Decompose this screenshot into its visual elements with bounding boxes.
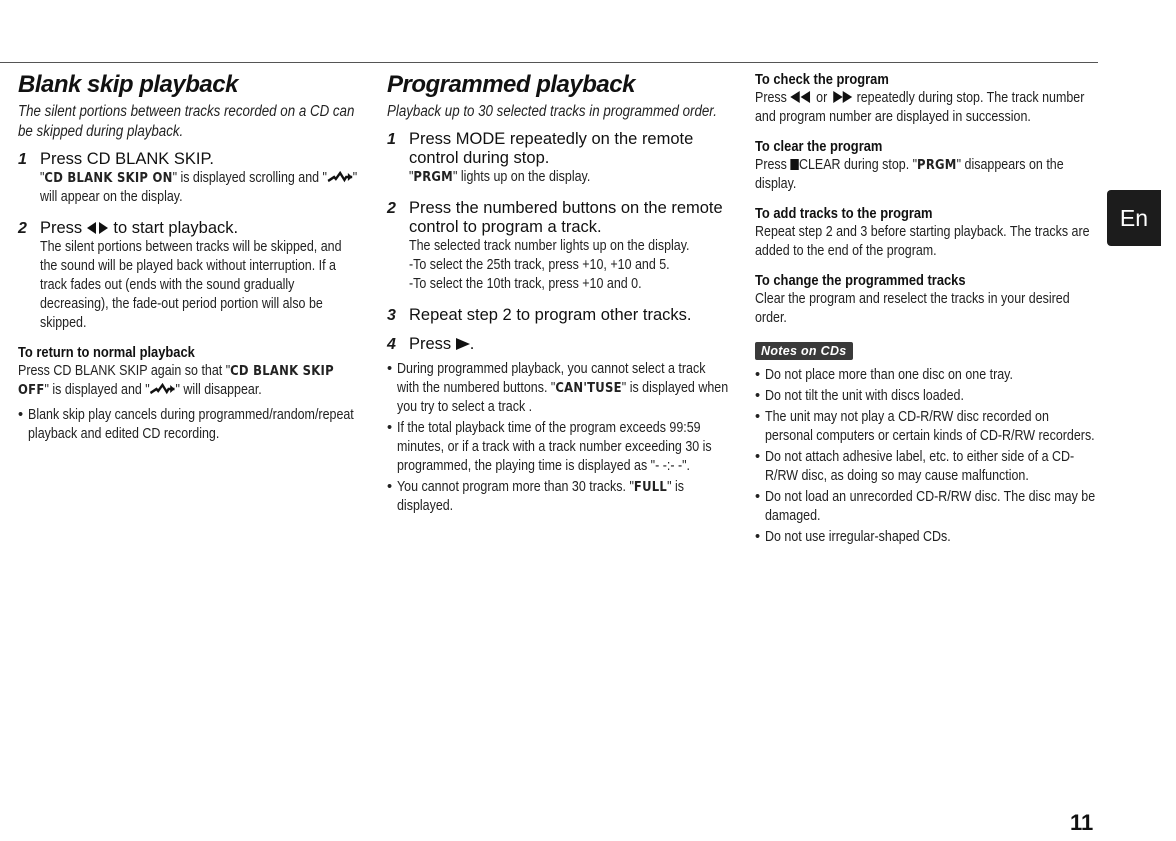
step-body-2: -To select the 25th track, press +10, +10 and 5. <box>409 257 670 273</box>
cd-note-1: • Do not place more than one disc on one tray. <box>755 366 1100 385</box>
cd-note-4: • Do not attach adhesive label, etc. to either side of a CD-R/RW disc, as doing so may cause malfunction. <box>755 448 1100 486</box>
programmed-title: Programmed playback <box>387 71 635 98</box>
programmed-step-3 <box>387 306 729 325</box>
step-heading: Press . <box>409 335 475 353</box>
step-heading: Press CD BLANK SKIP. <box>40 150 214 168</box>
step-number: 2 <box>387 200 396 217</box>
programmed-step-4 <box>387 335 729 354</box>
check-heading: To check the program <box>755 71 889 88</box>
step-body-3: -To select the 10th track, press +10 and 0. <box>409 276 642 292</box>
play-pause-icon <box>87 222 109 234</box>
blank-skip-step-1 <box>18 150 360 207</box>
step-heading: Press to start playback. <box>40 219 239 237</box>
cd-note-5: • Do not load an unrecorded CD-R/RW disc. The disc may be damaged. <box>755 488 1100 526</box>
step-body: "CD BLANK SKIP ON" is displayed scrolling and " " will appear on the display. <box>40 170 358 205</box>
step-body: The silent portions between tracks will be skipped, and the sound will be played back without interruption. If a track fades out (ends with the sound gradually decreasing), the fade-out period portion will also be skipped. <box>40 239 342 331</box>
step-number: 1 <box>387 131 396 148</box>
blank-skip-section <box>18 70 360 444</box>
programmed-section <box>387 70 729 516</box>
lcd-text: CD BLANK SKIP ON <box>44 170 173 186</box>
step-heading: Press the numbered buttons on the remote control to program a track. <box>409 199 723 236</box>
programmed-step-2 <box>387 199 729 294</box>
page-number: 11 <box>1070 810 1094 835</box>
step-body-1: The selected track number lights up on the display. <box>409 238 690 254</box>
top-rule <box>0 62 1098 63</box>
change-heading: To change the programmed tracks <box>755 272 966 289</box>
step-number: 4 <box>387 336 396 353</box>
programmed-subtitle: Playback up to 30 selected tracks in programmed order. <box>387 103 717 120</box>
stop-icon <box>790 159 799 170</box>
rewind-icon <box>790 91 812 103</box>
blank-skip-subtitle: The silent portions between tracks recorded on a CD can be skipped during playback. <box>18 103 355 140</box>
cd-note-2: • Do not tilt the unit with discs loaded. <box>755 387 1100 406</box>
step-number: 3 <box>387 307 396 324</box>
programmed-step-1 <box>387 130 729 187</box>
step-body: "PRGM" lights up on the display. <box>409 169 591 185</box>
check-body: Press or repeatedly during stop. The track number and program number are displayed in succession. <box>755 90 1085 125</box>
return-body: Press CD BLANK SKIP again so that "CD BLANK SKIP OFF" is displayed and " " will disappear. <box>18 363 334 398</box>
step-number: 1 <box>18 151 27 168</box>
cd-note-6: • Do not use irregular-shaped CDs. <box>755 528 1100 547</box>
blank-skip-step-2 <box>18 219 360 333</box>
play-icon <box>456 338 470 350</box>
step-number: 2 <box>18 220 27 237</box>
step-heading: Press MODE repeatedly on the remote control during stop. <box>409 130 694 167</box>
change-body: Clear the program and reselect the tracks in your desired order. <box>755 291 1070 326</box>
blank-skip-icon <box>150 383 176 395</box>
clear-body: Press CLEAR during stop. "PRGM" disappears on the display. <box>755 157 1064 192</box>
cd-note-3: • The unit may not play a CD-R/RW disc recorded on personal computers or certain kinds of CD-R/RW recorders. <box>755 408 1100 446</box>
programmed-note-1: • During programmed playback, you cannot select a track with the numbered buttons. "CAN'TUSE" is displayed when you try to select a track . <box>387 360 729 417</box>
programmed-note-2: • If the total playback time of the program exceeds 99:59 minutes, or if a track with a track number exceeding 30 is programmed, the playing time is displayed as "- -:- -". <box>387 419 729 476</box>
blank-skip-icon <box>327 171 353 183</box>
blank-skip-title: Blank skip playback <box>18 71 238 98</box>
program-tips-section <box>755 70 1100 547</box>
programmed-note-3: • You cannot program more than 30 tracks. "FULL" is displayed. <box>387 478 729 516</box>
fast-forward-icon <box>831 91 853 103</box>
add-body: Repeat step 2 and 3 before starting playback. The tracks are added to the end of the program. <box>755 224 1090 259</box>
language-tab: En <box>1107 190 1161 246</box>
step-heading: Repeat step 2 to program other tracks. <box>409 306 692 324</box>
add-heading: To add tracks to the program <box>755 205 933 222</box>
blank-skip-note: • Blank skip play cancels during programmed/random/repeat playback and edited CD recording. <box>18 406 360 444</box>
clear-heading: To clear the program <box>755 138 883 155</box>
notes-badge: Notes on CDs <box>755 342 853 360</box>
return-heading: To return to normal playback <box>18 344 195 361</box>
